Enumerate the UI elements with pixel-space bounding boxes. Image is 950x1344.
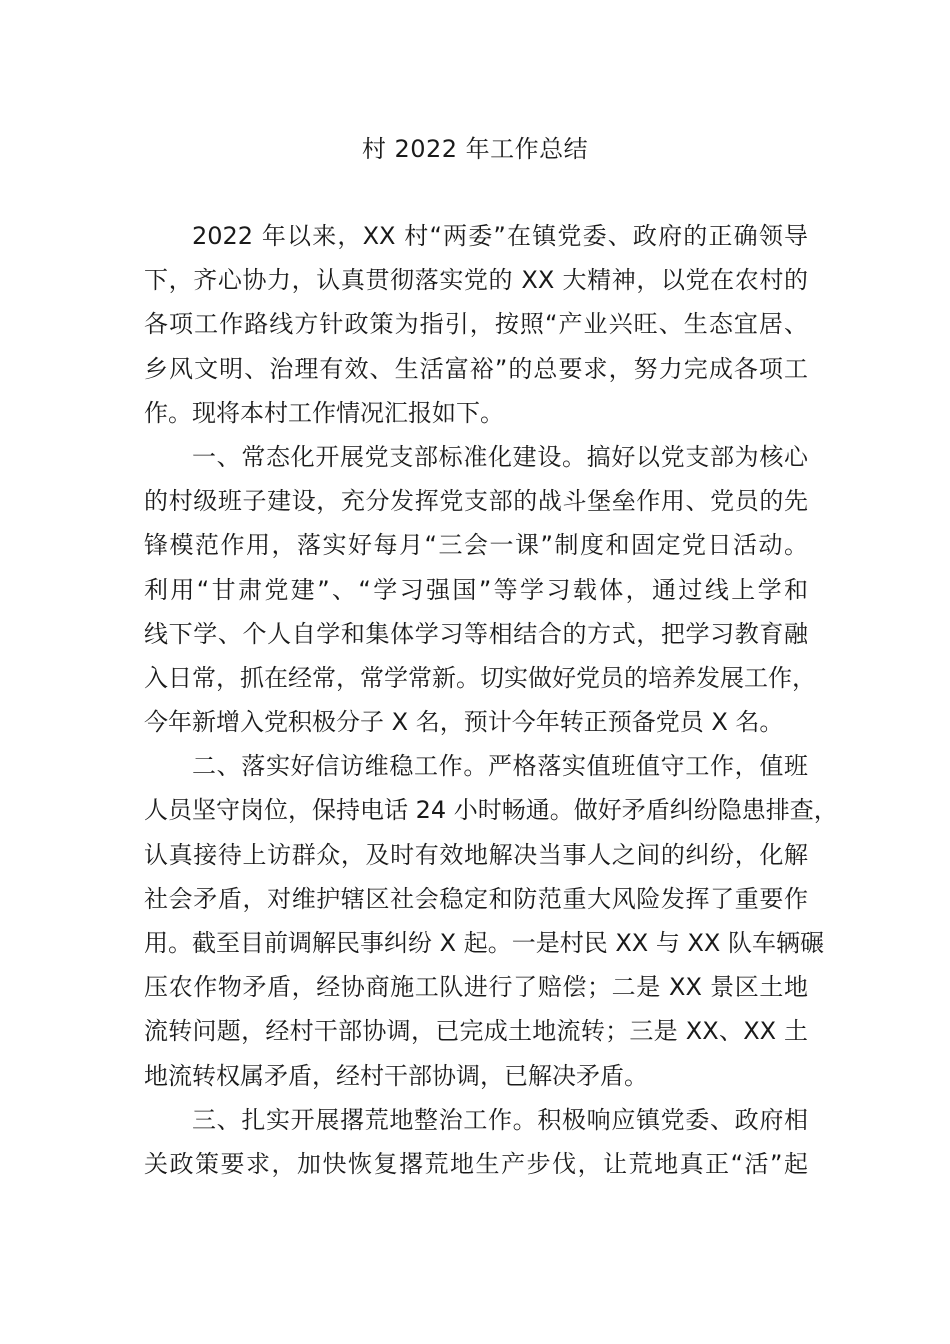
text-line: 二、落实好信访维稳工作。严格落实值班值守工作，值班 [192,752,808,781]
paragraph [144,435,816,744]
paragraph [144,214,808,435]
text-line: 关政策要求，加快恢复撂荒地生产步伐，让荒地真正“活”起 [144,1149,808,1178]
text-line: 地流转权属矛盾，经村干部协调，已解决矛盾。 [144,1061,648,1090]
text-line: 人员坚守岗位，保持电话 24 小时畅通。做好矛盾纠纷隐患排查， [144,796,838,825]
text-line: 锋模范作用，落实好每月“三会一课”制度和固定党日活动。 [144,531,808,560]
text-line: 流转问题，经村干部协调，已完成土地流转；三是 XX、XX 土 [144,1017,808,1046]
text-line: 利用“甘肃党建”、“学习强国”等学习载体，通过线上学和 [144,575,808,604]
text-line: 的村级班子建设，充分发挥党支部的战斗堡垒作用、党员的先 [144,487,808,516]
text-line: 各项工作路线方针政策为指引，按照“产业兴旺、生态宜居、 [144,310,808,339]
text-line: 今年新增入党积极分子 X 名，预计今年转正预备党员 X 名。 [144,708,784,737]
text-line: 作。现将本村工作情况汇报如下。 [144,398,504,427]
text-line: 入日常，抓在经常，常学常新。切实做好党员的培养发展工作， [144,663,816,692]
text-line: 社会矛盾，对维护辖区社会稳定和防范重大风险发挥了重要作 [144,884,808,913]
text-line: 一、常态化开展党支部标准化建设。搞好以党支部为核心 [192,442,808,471]
text-line: 2022 年以来，XX 村“两委”在镇党委、政府的正确领导 [192,222,808,250]
document-body [144,214,838,1186]
text-line: 压农作物矛盾，经协商施工队进行了赔偿；二是 XX 景区土地 [144,973,808,1002]
text-line: 线下学、个人自学和集体学习等相结合的方式，把学习教育融 [144,619,808,648]
text-line: 下，齐心协力，认真贯彻落实党的 XX 大精神，以党在农村的 [144,266,808,295]
text-line: 用。截至目前调解民事纠纷 X 起。一是村民 XX 与 XX 队车辆碾 [144,929,824,957]
document-title: 村 2022 年工作总结 [361,135,589,163]
paragraph [144,1098,808,1186]
text-line: 三、扎实开展撂荒地整治工作。积极响应镇党委、政府相 [192,1105,808,1134]
paragraph [144,744,838,1098]
text-line: 认真接待上访群众，及时有效地解决当事人之间的纠纷，化解 [144,840,808,869]
text-line: 乡风文明、治理有效、生活富裕”的总要求，努力完成各项工 [144,354,808,383]
